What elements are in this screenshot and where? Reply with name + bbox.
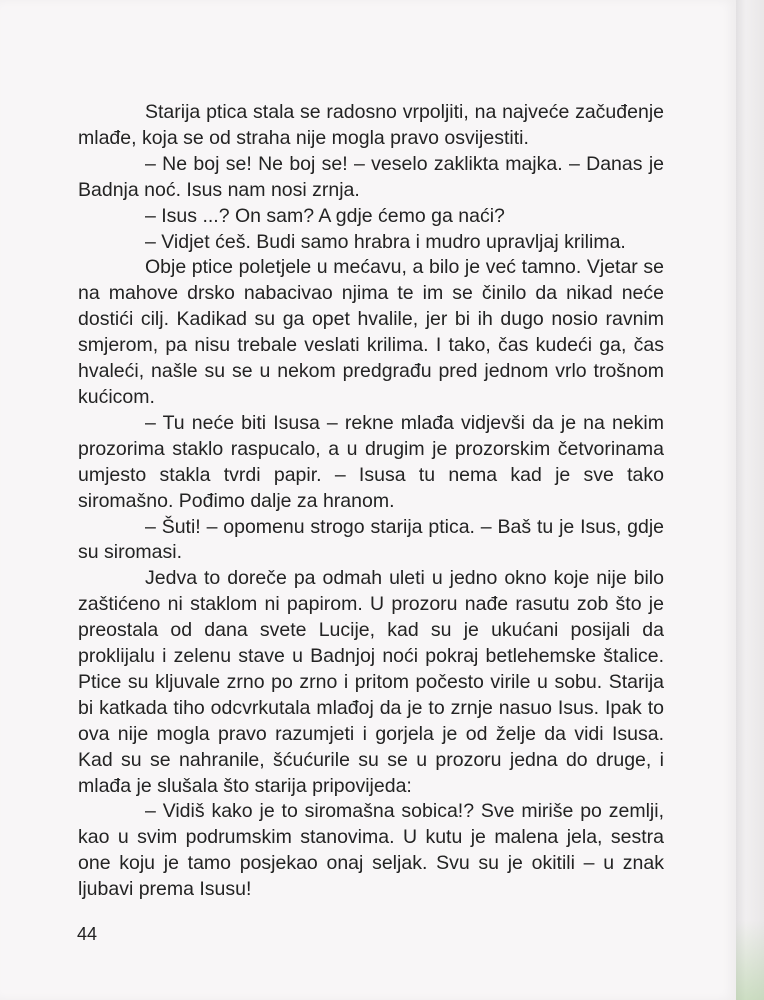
page-edge <box>736 0 764 1000</box>
body-text <box>78 100 664 903</box>
paragraph-9: – Vidiš kako je to siromašna sobica!? Sve miriše po zemlji, kao u svim podrumskim stanovima. U kutu je malena jela, sestra one koju je tamo posjekao onaj seljak. Svu su je okitili – u znak ljubavi prema Isusu! <box>78 800 664 901</box>
paragraph-1: Starija ptica stala se radosno vrpoljiti, na najveće začuđenje mlađe, koja se od straha nije mogla pravo osvijestiti. <box>78 101 664 149</box>
paragraph-5: Obje ptice poletjele u mećavu, a bilo je već tamno. Vjetar se na mahove drsko nabacivao njima te im se činilo da nikad neće dostići cilj. Kadikad su ga opet hvalile, jer bi ih dugo nosio ravnim smjerom, pa nisu trebale veslati krilima. I tako, čas kudeći ga, čas hvaleći, našle su se u nekom predgrađu pred jednom vrlo trošnom kućicom. <box>78 256 664 408</box>
paragraph-7: – Šuti! – opomenu strogo starija ptica. – Baš tu je Isus, gdje su siromasi. <box>78 515 664 564</box>
paragraph-6: – Tu neće biti Isusa – rekne mlađa vidjevši da je na nekim prozorima staklo raspucalo, a u drugim je prozorskim četvorinama umjesto stakla tvrdi papir. – Isusa tu nema kad je sve tako siromašno. Pođimo dalje za hranom. <box>78 411 664 512</box>
paragraph-2: – Ne boj se! Ne boj se! – veselo zaklikta majka. – Danas je Badnja noć. Isus nam nosi zrnja. <box>78 152 664 201</box>
page-number: 44 <box>77 924 98 944</box>
paragraph-4: – Vidjet ćeš. Budi samo hrabra i mudro upravljaj krilima. <box>145 230 626 253</box>
paragraph-3: – Isus ...? On sam? A gdje ćemo ga naći? <box>145 204 505 227</box>
paragraph-8: Jedva to doreče pa odmah uleti u jedno okno koje nije bilo zaštićeno ni staklom ni papirom. U prozoru nađe rasutu zob što je preostala od dana svete Lucije, kad su je ukućani posijali da proklijalu i zelenu stave u Badnjoj noći pokraj betlehemske štalice. Ptice su kljuvale zrno po zrno i pritom počesto virile u sobu. Starija bi katkada tiho odcvrkutala mlađoj da je to zrnje nasuo Isus. Ipak to ova nije mogla pravo razumjeti i gorjela je od želje da vidi Isusa. Kad su se nahranile, šćućurile su se u prozoru jedna do druge, i mlađa je slušala što starija pripovijeda: <box>78 567 664 797</box>
